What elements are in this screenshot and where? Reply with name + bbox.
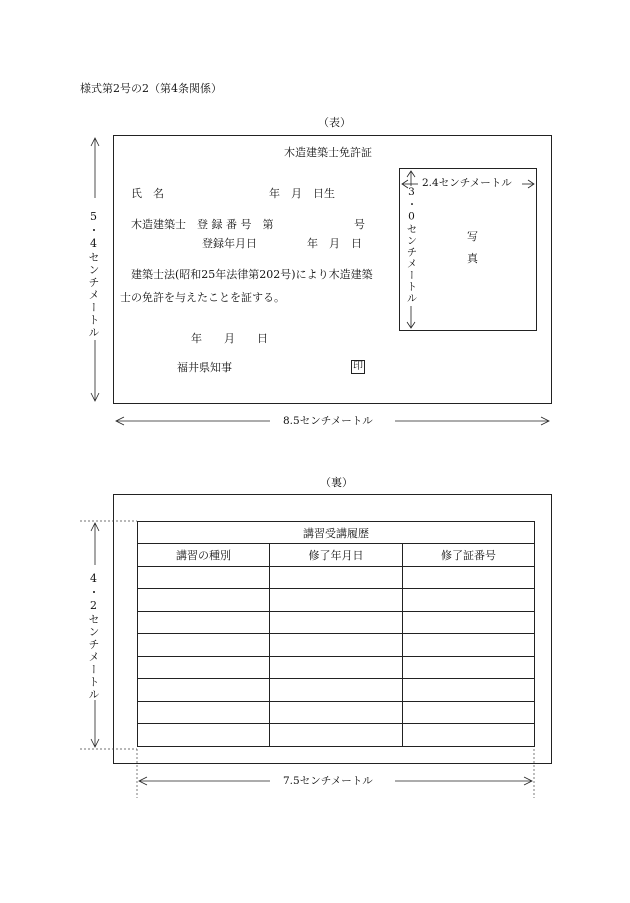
license-title: 木造建築士免許証: [284, 146, 372, 159]
certification-text-line2: 士の免許を与えたことを証する。: [120, 291, 285, 304]
certification-text-line1: 建築士法(昭和25年法律第202号)により木造建築: [131, 268, 373, 281]
registration-number-label: 木造建築士 登 録 番 号 第: [131, 218, 274, 231]
column-header-course-type: 講習の種別: [138, 544, 270, 567]
seal-mark: 印: [353, 361, 363, 372]
form-number: 様式第2号の2（第4条関係）: [80, 82, 222, 95]
issue-date: 年 月 日: [191, 332, 268, 345]
table-height-dimension: 4・2センチメートル: [87, 572, 100, 701]
table-width-dimension: 7.5センチメートル: [283, 775, 373, 787]
registration-number-suffix: 号: [354, 218, 365, 231]
card-width-dimension: 8.5センチメートル: [283, 415, 373, 427]
name-label: 氏 名: [131, 187, 164, 200]
table-title: 講習受講履歴: [138, 522, 535, 544]
column-header-completion-date: 修了年月日: [270, 544, 403, 567]
column-header-certificate-number: 修了証番号: [403, 544, 535, 567]
back-side-label: （裏）: [320, 476, 353, 489]
birth-date-label: 年 月 日生: [269, 187, 335, 200]
photo-label-1: 写: [467, 230, 478, 243]
photo-label-2: 真: [467, 252, 478, 265]
photo-height-dimension: 3・0センチメートル: [405, 186, 418, 304]
card-height-dimension: 5・4センチメートル: [87, 210, 100, 339]
photo-width-dimension: 2.4センチメートル: [422, 177, 512, 189]
registration-date-value: 年 月 日: [307, 237, 362, 250]
issuer-name: 福井県知事: [177, 361, 232, 374]
front-side-label: （表）: [318, 116, 351, 129]
registration-date-label: 登録年月日: [202, 237, 257, 250]
